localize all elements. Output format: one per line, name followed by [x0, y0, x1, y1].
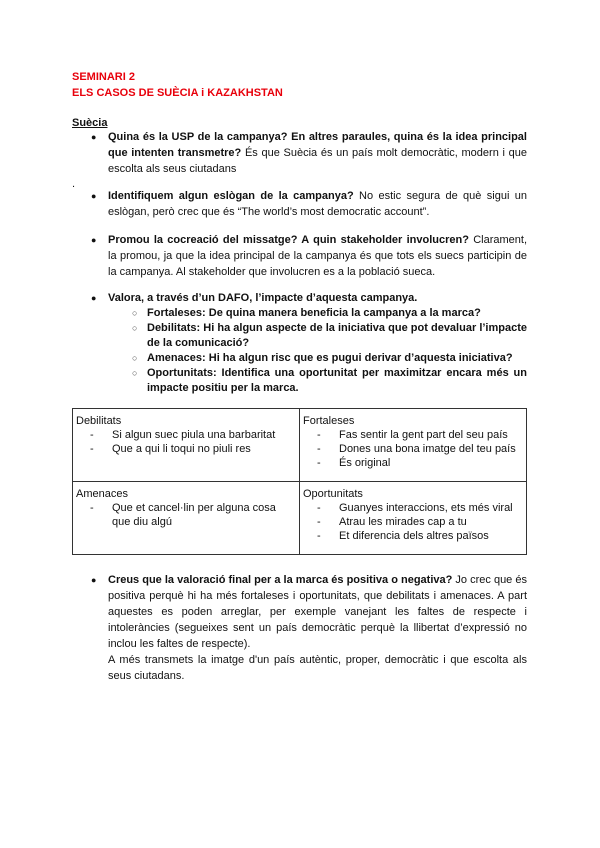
bullet-icon: ● [91, 191, 97, 201]
question-text: Identifiquem algun eslògan de la campanya? [108, 190, 354, 202]
cell-title: Fortaleses [303, 415, 355, 427]
dafo-debilitats [73, 409, 300, 482]
question-text: Promou la cocreació del missatge? A quin stakeholder involucren? [108, 234, 469, 246]
bullet-icon: ● [91, 575, 97, 585]
circle-bullet-icon: ○ [132, 323, 138, 333]
list-item: - És original [317, 456, 523, 470]
answer-text: És que Suècia és un país molt democràtic, modern i que escolta als seus ciutadans [108, 147, 527, 175]
document-title: SEMINARI 2 [72, 71, 135, 83]
question-dafo [91, 290, 527, 306]
stray-mark: . [72, 178, 76, 190]
document-subtitle: ELS CASOS DE SUÈCIA i KAZAKHSTAN [72, 87, 283, 99]
answer-text: Jo crec que és positiva perquè hi ha més fortaleses i oportunitats, que debilitats i amenaces. A part aquestes es poden arreglar, per exemple vanejant les faltes de respecte i intoleràncies (segueixes sent un país democràtic perquè la llibertat d’expressió no inclou les faltes de respecte). [108, 574, 527, 650]
question-cocreation [91, 232, 527, 280]
section-heading: Suècia [72, 117, 108, 129]
cell-title: Amenaces [76, 488, 128, 500]
bullet-icon: ● [91, 132, 97, 142]
subquestion-debilitats: ○ Debilitats: Hi ha algun aspecte de la iniciativa que pot devaluar l’impacte de la comunicació? [132, 322, 527, 349]
dafo-fortaleses [300, 409, 527, 482]
list-item: - Si algun suec piula una barbaritat [90, 428, 296, 442]
bullet-icon: ● [91, 293, 97, 303]
subquestion-amenaces: ○ Amenaces: Hi ha algun risc que es pugui derivar d’aquesta iniciativa? [132, 352, 513, 364]
circle-bullet-icon: ○ [132, 368, 138, 378]
question-usp [91, 129, 527, 177]
question-text: Creus que la valoració final per a la marca és positiva o negativa? [108, 574, 453, 586]
list-item: - Guanyes interaccions, ets més viral [317, 501, 523, 515]
answer-paragraph: A més transmets la imatge d'un país autèntic, proper, democràtic i que escolta als seus ciutadans. [108, 654, 527, 682]
question-text: Quina és la USP de la campanya? En altres paraules, quina és la idea principal que intenten transmetre? [108, 131, 527, 159]
list-item: - Atrau les mirades cap a tu [317, 515, 523, 529]
circle-bullet-icon: ○ [132, 353, 138, 363]
list-item: - Que a qui li toqui no piuli res [90, 442, 296, 456]
list-item: - Fas sentir la gent part del seu país [317, 428, 523, 442]
answer-text: No estic segura de què sigui un eslògan, però crec que és “The world’s most democratic account”. [108, 190, 528, 218]
answer-text: Clarament, la promou, ja que la idea principal de la campanya és que tots els suecs participin de la campanya. Al stakeholder que involucren es a la població sueca. [108, 234, 527, 278]
bullet-icon: ● [91, 235, 97, 245]
question-final-valuation [91, 572, 527, 684]
cell-title: Debilitats [76, 415, 122, 427]
dafo-table [72, 408, 527, 555]
list-item: - Et diferencia dels altres països [317, 529, 523, 543]
list-item: - Que et cancel·lin per alguna cosa que diu algú [90, 501, 296, 529]
subquestion-oportunitats: ○ Oportunitats: Identifica una oportunitat per maximitzar encara més un impacte positiu per la marca. [132, 367, 527, 394]
cell-title: Oportunitats [303, 488, 363, 500]
dafo-oportunitats [300, 482, 527, 555]
circle-bullet-icon: ○ [132, 308, 138, 318]
subquestion-fortaleses: ○ Fortaleses: De quina manera beneficia la campanya a la marca? [132, 307, 481, 319]
question-text: Valora, a través d’un DAFO, l’impacte d’aquesta campanya. [108, 292, 418, 304]
dafo-amenaces [73, 482, 300, 555]
question-slogan [91, 188, 528, 220]
list-item: - Dones una bona imatge del teu país [317, 442, 523, 456]
